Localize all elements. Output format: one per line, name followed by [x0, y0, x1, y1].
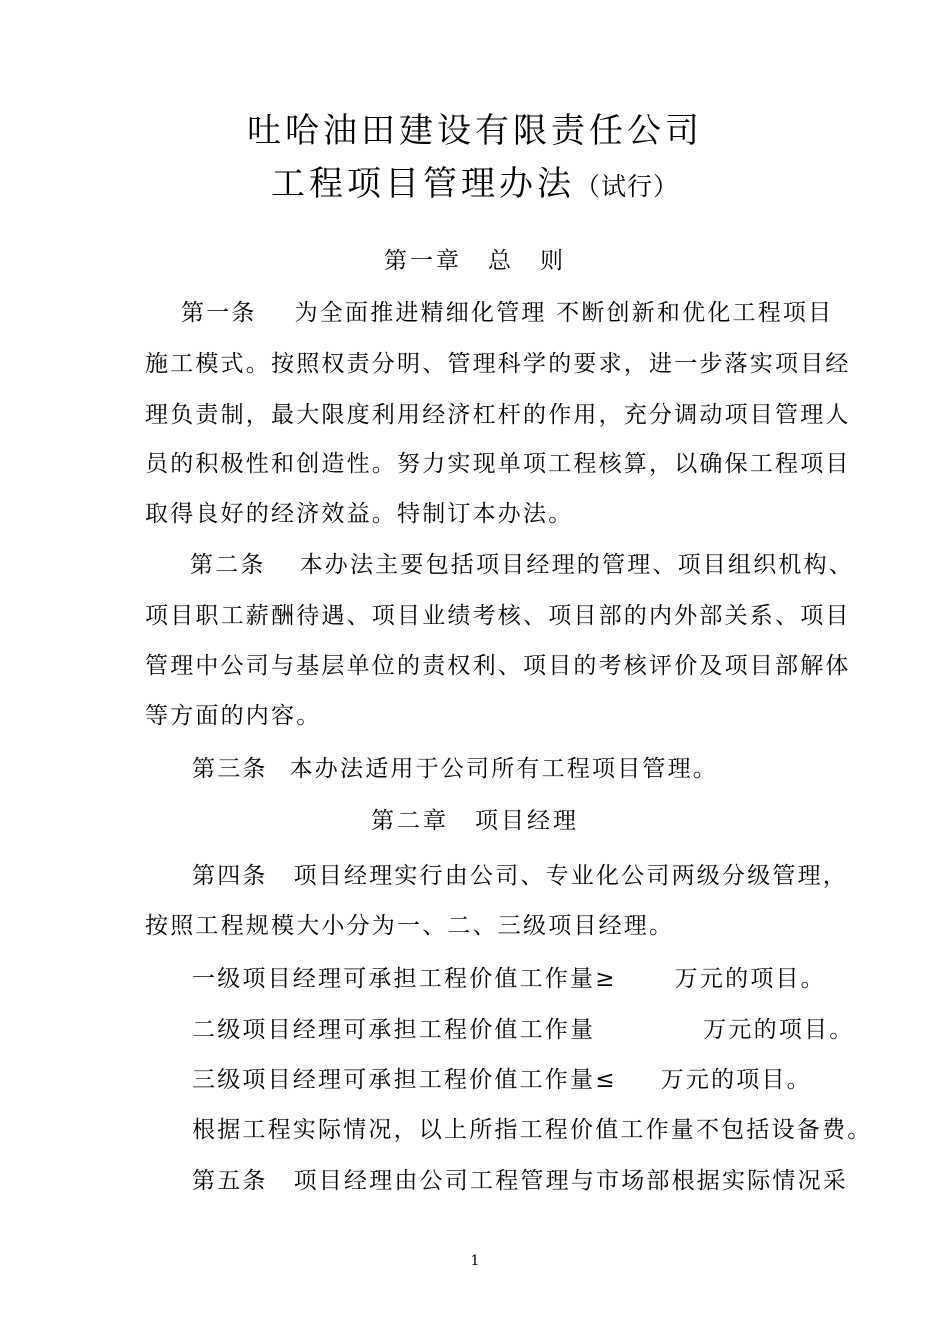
doc-title-line1: 吐哈油田建设有限责任公司	[247, 111, 703, 151]
article-4-label: 第四条	[192, 863, 268, 889]
doc-title-line2	[0, 156, 950, 205]
article-4-line1: 第四条 项目经理实行由公司、专业化公司两级分级管理，	[192, 863, 849, 889]
chapter-2-heading: 第二章 项目经理	[371, 808, 579, 834]
article-2-line4: 等方面的内容。	[145, 703, 322, 729]
article-2-line2: 项目职工薪酬待遇、项目业绩考核、项目部的内外部关系、项目	[145, 603, 851, 629]
article-1-line3: 理负责制，最大限度利用经济杠杆的作用，充分调动项目管理人	[145, 402, 851, 428]
article-5-line1: 第五条 项目经理由公司工程管理与市场部根据实际情况采	[192, 1168, 849, 1194]
doc-title-main: 工程项目管理办法	[270, 164, 575, 204]
article-1-line2: 施工模式。按照权责分明、管理科学的要求，进一步落实项目经	[145, 351, 851, 377]
article-4-line2: 按照工程规模大小分为一、二、三级项目经理。	[145, 913, 675, 939]
article-1-label: 第一条	[181, 300, 257, 326]
level-2-line: 二级项目经理可承担工程价值工作量 万元的项目。	[192, 1017, 855, 1043]
article-1-line5: 取得良好的经济效益。特制订本办法。	[145, 501, 574, 527]
article-1-line1: 第一条 为全面推进精细化管理 不断创新和优化工程项目	[181, 300, 834, 326]
article-2-label: 第二条	[190, 552, 266, 578]
doc-title-suffix: （试行）	[574, 172, 679, 201]
chapter-1-heading: 第一章 总 则	[384, 248, 566, 274]
note-line: 根据工程实际情况，以上所指工程价值工作量不包括设备费。	[192, 1117, 873, 1143]
article-1-line4: 员的积极性和创造性。努力实现单项工程核算，以确保工程项目	[145, 451, 851, 477]
article-3-label: 第三条	[192, 756, 268, 782]
level-3-line: 三级项目经理可承担工程价值工作量≤ 万元的项目。	[192, 1067, 812, 1093]
page-number: 1	[470, 1253, 480, 1269]
article-2-line1: 第二条 本办法主要包括项目经理的管理、项目组织机构、	[190, 552, 855, 578]
article-5-label: 第五条	[192, 1168, 268, 1194]
article-2-line3: 管理中公司与基层单位的责权利、项目的考核评价及项目部解体	[145, 653, 851, 679]
article-3: 第三条 本办法适用于公司所有工程项目管理。	[192, 756, 719, 782]
level-1-line: 一级项目经理可承担工程价值工作量≥ 万元的项目。	[192, 966, 826, 992]
